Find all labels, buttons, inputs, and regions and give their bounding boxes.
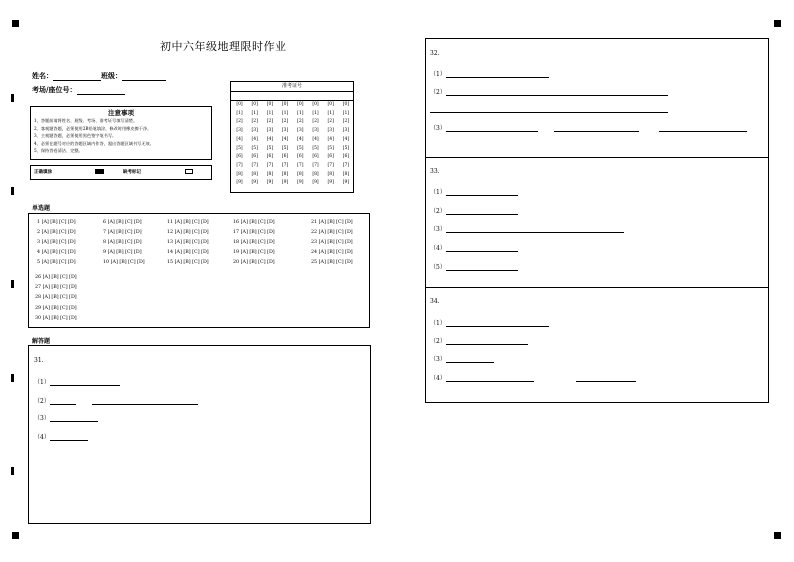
admission-digit-bubble[interactable]: [8] xyxy=(297,171,304,177)
q33-part1-line[interactable] xyxy=(446,187,518,196)
q33-part4 xyxy=(430,243,518,252)
mc-question[interactable]: 27 [A] [B] [C] [D] xyxy=(35,285,77,291)
mc-question[interactable]: 17 [A] [B] [C] [D] xyxy=(233,230,275,235)
admission-digit-bubble[interactable]: [3] xyxy=(327,128,334,134)
page-title: 初中六年级地理限时作业 xyxy=(160,40,287,53)
mc-question[interactable]: 10 [A] [B] [C] [D] xyxy=(103,260,145,265)
admission-digit-bubble[interactable]: [2] xyxy=(327,119,334,125)
admission-digit-bubble[interactable]: [9] xyxy=(266,180,274,186)
admission-digit-bubble[interactable]: [5] xyxy=(312,145,319,151)
admission-digit-bubble[interactable]: [4] xyxy=(297,136,304,142)
admission-digit-bubble[interactable]: [8] xyxy=(251,171,258,177)
q32-box xyxy=(426,39,768,157)
q31-part4-line[interactable] xyxy=(50,432,88,441)
admission-digit-column xyxy=(324,101,337,188)
admission-digit-bubble[interactable]: [4] xyxy=(266,136,274,142)
admission-digit-bubble[interactable]: [8] xyxy=(236,171,243,177)
admission-digit-bubble[interactable]: [6] xyxy=(236,154,243,160)
admission-digit-bubble[interactable]: [5] xyxy=(236,145,243,151)
q31-part1-line[interactable] xyxy=(50,377,120,386)
admission-digit-bubble[interactable]: [2] xyxy=(236,119,243,125)
mc-question[interactable]: 14 [A] [B] [C] [D] xyxy=(167,250,209,255)
admission-digit-bubble[interactable]: [2] xyxy=(251,119,258,125)
admission-write-row[interactable] xyxy=(231,91,353,101)
q33-number: 33. xyxy=(430,168,440,175)
admission-digit-column xyxy=(339,101,352,188)
admission-digit-bubble[interactable]: [4] xyxy=(327,136,334,142)
q33-part3-line[interactable] xyxy=(446,224,624,233)
mc-question[interactable]: 29 [A] [B] [C] [D] xyxy=(35,305,77,311)
timing-mark xyxy=(11,280,14,288)
admission-digit-bubble[interactable]: [9] xyxy=(236,180,243,186)
admission-digit-bubble[interactable]: [2] xyxy=(312,119,319,125)
timing-mark xyxy=(11,467,14,475)
mc-question[interactable]: 20 [A] [B] [C] [D] xyxy=(233,260,275,265)
admission-digit-bubble[interactable]: [9] xyxy=(312,180,319,186)
admission-digit-column xyxy=(263,101,276,188)
admission-digit-bubble[interactable]: [9] xyxy=(327,180,334,186)
admission-digit-bubble[interactable]: [7] xyxy=(327,162,334,168)
timing-mark xyxy=(11,94,14,102)
q32-part2-label: （2） xyxy=(430,89,446,96)
admission-digit-bubble[interactable]: [9] xyxy=(342,180,350,186)
timing-mark xyxy=(11,374,14,382)
admission-digit-bubble[interactable]: [9] xyxy=(281,180,289,186)
q34-part4-label: （4） xyxy=(430,375,446,382)
admission-digit-bubble[interactable]: [6] xyxy=(342,154,350,160)
q34-part2-line[interactable] xyxy=(446,336,528,345)
mc-question[interactable]: 19 [A] [B] [C] [D] xyxy=(233,250,275,255)
mc-question[interactable]: 13 [A] [B] [C] [D] xyxy=(167,240,209,245)
q34-part1 xyxy=(430,318,549,327)
admission-digit-bubble[interactable]: [0] xyxy=(327,102,334,107)
mc-question[interactable]: 9 [A] [B] [C] [D] xyxy=(103,250,142,255)
q31-part4-label: （4） xyxy=(34,434,50,441)
admission-digit-bubble[interactable]: [6] xyxy=(251,154,258,160)
fill-legend xyxy=(30,165,212,180)
mc-section-label: 单选题 xyxy=(32,205,51,212)
admission-digit-bubble[interactable]: [3] xyxy=(297,128,304,134)
q31-part1 xyxy=(34,377,120,386)
admission-digit-bubble[interactable]: [2] xyxy=(281,119,289,125)
q33-part2-line[interactable] xyxy=(446,206,518,215)
q32-part3-line[interactable] xyxy=(659,123,747,132)
q33-part5-label: （5） xyxy=(430,264,446,271)
notice-box xyxy=(30,106,212,160)
q33-part3 xyxy=(430,224,624,233)
admission-digit-bubble[interactable]: [6] xyxy=(266,154,274,160)
correct-fill-sample xyxy=(95,169,104,174)
admission-digit-bubble[interactable]: [3] xyxy=(281,128,289,134)
correct-fill-label: 正确填涂 xyxy=(34,170,52,175)
timing-mark xyxy=(11,187,14,195)
absent-checkbox[interactable] xyxy=(185,169,193,174)
q31-box xyxy=(28,345,371,524)
q33-part1 xyxy=(430,187,518,196)
mc-question[interactable]: 18 [A] [B] [C] [D] xyxy=(233,240,275,245)
q31-part3-label: （3） xyxy=(34,415,50,422)
admission-digit-bubble[interactable]: [6] xyxy=(312,154,319,160)
admission-digit-column xyxy=(279,101,292,188)
admission-digit-bubble[interactable]: [3] xyxy=(312,128,319,134)
q32-number: 32. xyxy=(430,50,440,57)
mc-question[interactable]: 26 [A] [B] [C] [D] xyxy=(35,275,77,280)
admission-digit-bubble[interactable]: [7] xyxy=(266,162,274,168)
q34-part4-line[interactable] xyxy=(446,373,534,382)
notice-line: 5、保持答卷清洁、完整。 xyxy=(34,148,83,154)
admission-digit-bubble[interactable]: [4] xyxy=(342,136,350,142)
admission-digit-bubble[interactable]: [1] xyxy=(342,110,350,116)
admission-digit-bubble[interactable]: [5] xyxy=(281,145,289,151)
timing-mark xyxy=(12,20,19,27)
q31-part2-line[interactable] xyxy=(50,396,76,405)
exam-field[interactable] xyxy=(77,86,125,95)
admission-title: 准考证号 xyxy=(231,82,353,92)
q34-part4-line[interactable] xyxy=(576,373,636,382)
q32-part1 xyxy=(430,69,549,78)
q34-part3-label: （3） xyxy=(430,356,446,363)
mc-question[interactable]: 16 [A] [B] [C] [D] xyxy=(233,220,275,225)
admission-digit-bubble[interactable]: [8] xyxy=(342,171,350,177)
q31-part4 xyxy=(34,432,88,441)
admission-digit-bubble[interactable]: [7] xyxy=(312,162,319,168)
admission-digit-bubble[interactable]: [6] xyxy=(297,154,304,160)
q33-part4-line[interactable] xyxy=(446,243,518,252)
class-label: 班级： xyxy=(101,71,122,80)
admission-digit-bubble[interactable]: [3] xyxy=(342,128,350,134)
mc-question[interactable]: 25 [A] [B] [C] [D] xyxy=(311,260,353,265)
admission-digit-column xyxy=(233,101,246,188)
admission-digit-bubble[interactable]: [0] xyxy=(342,102,350,107)
admission-digit-bubble[interactable]: [6] xyxy=(281,154,289,160)
class-field[interactable] xyxy=(122,72,166,81)
admission-digit-bubble[interactable]: [2] xyxy=(342,119,350,125)
q31-number: 31. xyxy=(34,357,44,364)
admission-digit-bubble[interactable]: [0] xyxy=(251,102,258,107)
mc-question[interactable]: 4 [A] [B] [C] [D] xyxy=(37,250,76,255)
mc-question[interactable]: 11 [A] [B] [C] [D] xyxy=(167,220,209,225)
mc-question[interactable]: 7 [A] [B] [C] [D] xyxy=(103,230,142,235)
admission-digit-bubble[interactable]: [1] xyxy=(236,110,243,116)
notice-line: 4、必须在题号对应的答题区域内作答，超出答题区域书写无效。 xyxy=(34,140,154,146)
answer-section-label: 解答题 xyxy=(32,338,51,345)
admission-digit-bubble[interactable]: [1] xyxy=(327,110,334,116)
q31-part3-line[interactable] xyxy=(50,413,98,422)
mc-question[interactable]: 15 [A] [B] [C] [D] xyxy=(167,260,209,265)
mc-question[interactable]: 12 [A] [B] [C] [D] xyxy=(167,230,209,235)
q32-part2-line[interactable] xyxy=(446,87,668,96)
admission-digit-column xyxy=(248,101,261,188)
q32-part3-line[interactable] xyxy=(554,123,639,132)
q32-part1-label: （1） xyxy=(430,71,446,78)
notice-line: 2、客观题答题，必须使用2B铅笔填涂，修改时用橡皮擦干净。 xyxy=(34,125,152,131)
q34-box xyxy=(426,288,768,401)
admission-digit-bubble[interactable]: [6] xyxy=(327,154,334,160)
mc-question[interactable]: 24 [A] [B] [C] [D] xyxy=(311,250,353,255)
admission-digit-bubble[interactable]: [4] xyxy=(236,136,243,142)
q32-part2 xyxy=(430,87,668,96)
q31-part2-label: （2） xyxy=(34,398,50,405)
admission-digit-bubble[interactable]: [5] xyxy=(297,145,304,151)
admission-digit-bubble[interactable]: [8] xyxy=(266,171,274,177)
mc-question[interactable]: 30 [A] [B] [C] [D] xyxy=(35,315,77,321)
exam-label: 考场/座位号： xyxy=(32,85,77,94)
admission-digit-bubble[interactable]: [7] xyxy=(236,162,243,168)
q32-part3-label: （3） xyxy=(430,125,446,132)
admission-digit-bubble[interactable]: [9] xyxy=(297,180,304,186)
admission-digit-column xyxy=(309,101,322,188)
admission-digit-bubble[interactable]: [5] xyxy=(251,145,258,151)
mc-answer-box xyxy=(28,213,370,328)
mc-question[interactable]: 5 [A] [B] [C] [D] xyxy=(37,260,76,265)
mc-question[interactable]: 1 [A] [B] [C] [D] xyxy=(37,220,76,225)
admission-digit-bubble[interactable]: [5] xyxy=(327,145,334,151)
mc-question[interactable]: 8 [A] [B] [C] [D] xyxy=(103,240,142,245)
admission-digit-bubble[interactable]: [5] xyxy=(266,145,274,151)
notice-line: 1、答题前请将姓名、班级、考场、准考证号填写清楚。 xyxy=(34,118,138,123)
mc-question[interactable]: 28 [A] [B] [C] [D] xyxy=(35,295,77,301)
q34-number: 34. xyxy=(430,298,440,305)
admission-digit-bubble[interactable]: [4] xyxy=(251,136,258,142)
q33-part5-line[interactable] xyxy=(446,262,518,271)
q34-part2-label: （2） xyxy=(430,338,446,345)
exam-row xyxy=(32,85,125,95)
q34-part3 xyxy=(430,354,494,363)
admission-digit-bubble[interactable]: [1] xyxy=(266,110,274,116)
admission-digit-bubble[interactable]: [7] xyxy=(251,162,258,168)
admission-digit-bubble[interactable]: [0] xyxy=(297,102,304,107)
mc-question[interactable]: 2 [A] [B] [C] [D] xyxy=(37,230,76,235)
admission-digit-bubble[interactable]: [7] xyxy=(342,162,350,168)
admission-digit-bubble[interactable]: [8] xyxy=(327,171,334,177)
q33-part4-label: （4） xyxy=(430,245,446,252)
mc-question[interactable]: 22 [A] [B] [C] [D] xyxy=(311,230,353,235)
q33-part2-label: （2） xyxy=(430,208,446,215)
notice-title: 注意事项 xyxy=(108,109,134,117)
admission-digit-bubble[interactable]: [5] xyxy=(342,145,350,151)
admission-digit-bubble[interactable]: [3] xyxy=(236,128,243,134)
mc-question[interactable]: 21 [A] [B] [C] [D] xyxy=(311,220,353,225)
q32-part2-line-cont[interactable] xyxy=(430,112,668,113)
mc-question[interactable]: 23 [A] [B] [C] [D] xyxy=(311,240,353,245)
admission-digit-bubble[interactable]: [0] xyxy=(281,102,289,107)
admission-digit-bubble[interactable]: [1] xyxy=(251,110,258,116)
admission-number-grid xyxy=(230,81,354,193)
q34-part3-line[interactable] xyxy=(446,354,494,363)
q33-part2 xyxy=(430,206,518,215)
mc-question[interactable]: 3 [A] [B] [C] [D] xyxy=(37,240,76,245)
q32-part3-line[interactable] xyxy=(446,123,538,132)
timing-mark xyxy=(774,532,781,539)
timing-mark xyxy=(12,532,19,539)
q33-box xyxy=(426,158,768,287)
admission-digit-bubble[interactable]: [1] xyxy=(297,110,304,116)
admission-digit-bubble[interactable]: [0] xyxy=(312,102,319,107)
q33-part1-label: （1） xyxy=(430,189,446,196)
q32-part1-line[interactable] xyxy=(446,69,549,78)
admission-digit-bubble[interactable]: [4] xyxy=(281,136,289,142)
admission-digit-bubble[interactable]: [0] xyxy=(236,102,243,107)
q31-part1-label: （1） xyxy=(34,379,50,386)
q33-part5 xyxy=(430,262,518,271)
admission-digit-bubble[interactable]: [3] xyxy=(251,128,258,134)
admission-digit-bubble[interactable]: [1] xyxy=(281,110,289,116)
admission-digit-bubble[interactable]: [3] xyxy=(266,128,274,134)
admission-digit-bubble[interactable]: [7] xyxy=(297,162,304,168)
admission-digit-bubble[interactable]: [8] xyxy=(281,171,289,177)
admission-digit-column xyxy=(294,101,307,188)
q34-part2 xyxy=(430,336,528,345)
q31-part3 xyxy=(34,413,98,422)
admission-digit-bubble[interactable]: [8] xyxy=(312,171,319,177)
name-field[interactable] xyxy=(53,72,101,81)
admission-digit-bubble[interactable]: [9] xyxy=(251,180,258,186)
name-label: 姓名： xyxy=(32,71,53,80)
admission-digit-bubble[interactable]: [2] xyxy=(297,119,304,125)
admission-digit-bubble[interactable]: [1] xyxy=(312,110,319,116)
absent-label: 缺考标记 xyxy=(123,170,141,175)
admission-digit-bubble[interactable]: [2] xyxy=(266,119,274,125)
q31-part2-line[interactable] xyxy=(92,396,198,405)
q31-part2 xyxy=(34,396,198,405)
q34-part1-label: （1） xyxy=(430,320,446,327)
q32-part3 xyxy=(430,123,747,132)
timing-mark xyxy=(774,20,781,27)
q34-part4 xyxy=(430,373,636,382)
admission-digit-bubble[interactable]: [0] xyxy=(266,102,274,107)
q34-part1-line[interactable] xyxy=(446,318,549,327)
mc-question[interactable]: 6 [A] [B] [C] [D] xyxy=(103,220,142,225)
q33-part3-label: （3） xyxy=(430,226,446,233)
admission-digit-bubble[interactable]: [4] xyxy=(312,136,319,142)
admission-digit-bubble[interactable]: [7] xyxy=(281,162,289,168)
notice-line: 3、主观题答题，必须使用黑色签字笔书写。 xyxy=(34,133,117,139)
right-answer-column xyxy=(425,38,769,403)
name-class-row xyxy=(32,71,166,81)
